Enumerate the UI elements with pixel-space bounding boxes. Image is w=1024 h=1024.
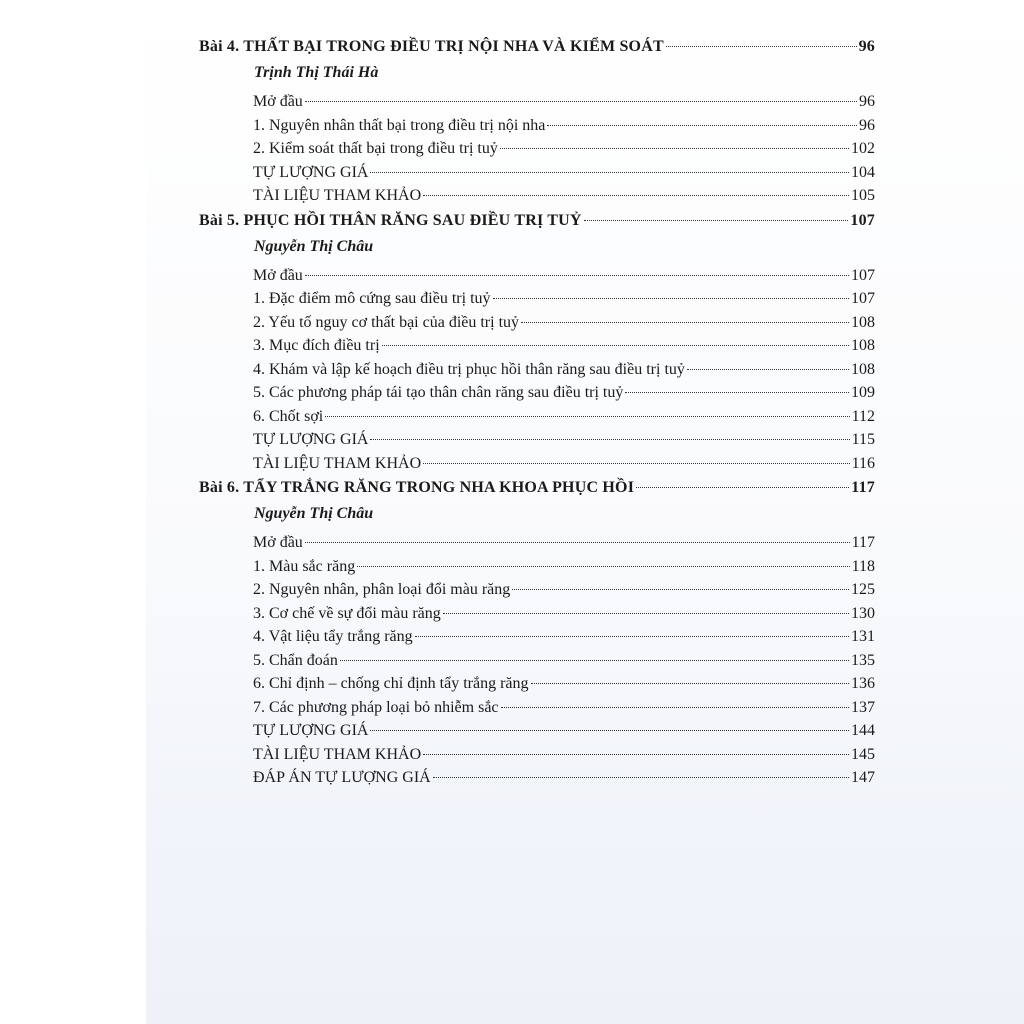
entry-label: TÀI LIỆU THAM KHẢO: [253, 745, 422, 763]
dot-leader: [415, 636, 849, 637]
dot-leader: [423, 754, 849, 755]
dot-leader: [357, 566, 849, 567]
toc-entry: [197, 137, 875, 161]
section-page-number: 96: [858, 38, 875, 55]
dot-leader: [305, 542, 850, 543]
entry-label: Mở đầu: [253, 266, 303, 284]
section-title: Bài 4. THẤT BẠI TRONG ĐIỀU TRỊ NỘI NHA VÀ KIỂM SOÁT: [199, 38, 664, 55]
entry-label: TỰ LƯỢNG GIÁ: [253, 431, 369, 448]
entry-label: Mở đầu: [253, 93, 303, 110]
toc-section-4: [197, 34, 875, 208]
entry-page-number: 105: [851, 187, 875, 204]
toc-section-6: [197, 475, 875, 790]
dot-leader: [382, 345, 849, 346]
dot-leader: [584, 220, 849, 221]
toc-entry: [197, 452, 875, 476]
toc-entry: [197, 696, 875, 720]
dot-leader: [531, 683, 849, 684]
entry-label: TÀI LIỆU THAM KHẢO: [253, 187, 422, 204]
entry-label: 3. Mục đích điều trị: [253, 337, 380, 354]
entry-page-number: 135: [851, 651, 875, 669]
entry-page-number: 96: [859, 116, 875, 134]
toc-entry: [197, 161, 875, 185]
section-author: Trịnh Thị Thái Hà: [254, 64, 379, 81]
dot-leader: [325, 416, 849, 417]
entry-label: TỰ LƯỢNG GIÁ: [253, 163, 369, 181]
entry-page-number: 112: [851, 407, 875, 425]
entry-page-number: 107: [851, 266, 875, 284]
entry-page-number: 115: [851, 431, 875, 448]
toc-entry: [197, 649, 875, 673]
entry-label: 4. Vật liệu tẩy trắng răng: [253, 628, 413, 645]
entry-page-number: 108: [851, 337, 875, 354]
toc-entry: [197, 602, 875, 626]
entry-page-number: 147: [851, 769, 875, 786]
section-author: Nguyễn Thị Châu: [254, 237, 374, 255]
section-author: Nguyễn Thị Châu: [254, 505, 374, 522]
dot-leader: [521, 322, 849, 323]
toc-entry: [197, 531, 875, 555]
entry-page-number: 102: [851, 140, 875, 157]
entry-label: 2. Kiểm soát thất bại trong điều trị tuỷ: [253, 140, 498, 157]
toc-entry: [197, 719, 875, 743]
section-heading: [197, 34, 875, 60]
toc-entry: [197, 578, 875, 602]
entry-page-number: 96: [859, 93, 875, 110]
toc-section-5: [197, 208, 875, 476]
toc-entry: [197, 555, 875, 579]
entry-label: Mở đầu: [253, 534, 303, 551]
entry-label: TỰ LƯỢNG GIÁ: [253, 722, 369, 739]
toc-entry: [197, 625, 875, 649]
section-title: Bài 6. TẨY TRẮNG RĂNG TRONG NHA KHOA PHỤC HỒI: [199, 479, 635, 496]
dot-leader: [340, 660, 849, 661]
entry-label: 7. Các phương pháp loại bỏ nhiễm sắc: [253, 698, 499, 716]
entry-page-number: 137: [851, 698, 875, 716]
entry-label: 1. Nguyên nhân thất bại trong điều trị nội nha: [253, 116, 546, 134]
entry-label: 1. Màu sắc răng: [253, 557, 356, 575]
toc-entry: [197, 184, 875, 208]
dot-leader: [305, 101, 857, 102]
entry-label: ĐÁP ÁN TỰ LƯỢNG GIÁ: [253, 769, 431, 786]
dot-leader: [423, 195, 849, 196]
dot-leader: [423, 463, 849, 464]
entry-label: 1. Đặc điểm mô cứng sau điều trị tuỷ: [253, 290, 491, 307]
toc-entry: [197, 672, 875, 696]
entry-page-number: 108: [851, 313, 875, 331]
toc-entry: [197, 405, 875, 429]
table-of-contents: [197, 34, 875, 790]
toc-entry: [197, 766, 875, 790]
dot-leader: [370, 730, 849, 731]
toc-entry: [197, 264, 875, 288]
dot-leader: [687, 369, 849, 370]
dot-leader: [501, 707, 849, 708]
section-heading: [197, 208, 875, 234]
dot-leader: [512, 589, 849, 590]
entry-label: TÀI LIỆU THAM KHẢO: [253, 454, 422, 472]
entry-page-number: 118: [851, 557, 875, 575]
entry-page-number: 116: [851, 454, 875, 472]
dot-leader: [370, 439, 849, 440]
toc-entry: [197, 334, 875, 358]
entry-page-number: 130: [851, 604, 875, 622]
dot-leader: [500, 148, 849, 149]
entry-label: 2. Nguyên nhân, phân loại đổi màu răng: [253, 581, 511, 598]
dot-leader: [625, 392, 849, 393]
entry-page-number: 107: [851, 290, 875, 307]
toc-entry: [197, 743, 875, 767]
entry-label: 6. Chốt sợi: [253, 407, 324, 425]
entry-page-number: 109: [851, 384, 875, 401]
section-page-number: 107: [850, 211, 875, 229]
dot-leader: [636, 487, 849, 488]
entry-page-number: 136: [851, 675, 875, 692]
dot-leader: [305, 275, 849, 276]
dot-leader: [443, 613, 849, 614]
entry-label: 6. Chỉ định – chống chỉ định tẩy trắng răng: [253, 675, 529, 692]
dot-leader: [370, 172, 849, 173]
dot-leader: [547, 125, 857, 126]
entry-page-number: 104: [851, 163, 875, 181]
toc-entry: [197, 287, 875, 311]
toc-entry: [197, 311, 875, 335]
toc-entry: [197, 114, 875, 138]
entry-label: 2. Yếu tố nguy cơ thất bại của điều trị tuỷ: [253, 313, 520, 331]
entry-page-number: 131: [851, 628, 875, 645]
entry-label: 4. Khám và lập kế hoạch điều trị phục hồi thân răng sau điều trị tuỷ: [253, 360, 685, 378]
dot-leader: [493, 298, 849, 299]
entry-label: 3. Cơ chế về sự đổi màu răng: [253, 604, 441, 622]
dot-leader: [666, 46, 857, 47]
section-page-number: 117: [851, 479, 875, 496]
section-heading: [197, 475, 875, 501]
entry-page-number: 145: [851, 745, 875, 763]
toc-entry: [197, 90, 875, 114]
dot-leader: [433, 777, 849, 778]
entry-page-number: 125: [851, 581, 875, 598]
toc-entry: [197, 428, 875, 452]
entry-label: 5. Các phương pháp tái tạo thân chân răng sau điều trị tuỷ: [253, 384, 624, 401]
toc-entry: [197, 358, 875, 382]
entry-page-number: 144: [851, 722, 875, 739]
entry-page-number: 108: [851, 360, 875, 378]
section-title: Bài 5. PHỤC HỒI THÂN RĂNG SAU ĐIỀU TRỊ TUỶ: [199, 211, 582, 229]
entry-page-number: 117: [851, 534, 875, 551]
toc-entry: [197, 381, 875, 405]
entry-label: 5. Chẩn đoán: [253, 651, 338, 669]
